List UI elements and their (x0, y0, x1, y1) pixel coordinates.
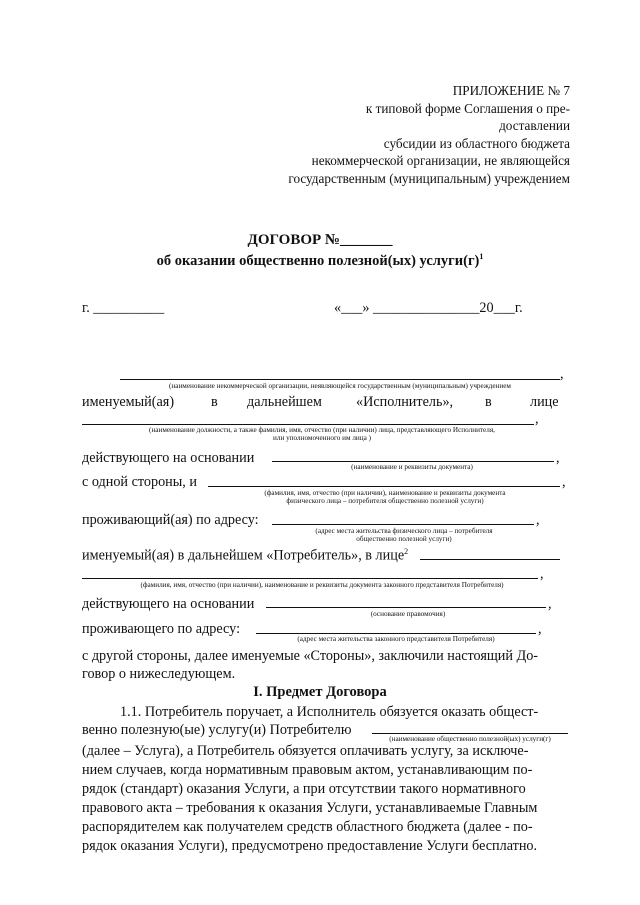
org-name-line (120, 379, 560, 380)
rep-address-caption: (адрес места жительства законного представителя Потребителя) (297, 635, 495, 643)
footnote-mark: 2 (404, 547, 409, 556)
comma: , (548, 596, 552, 612)
comma: , (556, 450, 560, 466)
closing-line: говор о нижеследующем. (82, 666, 236, 682)
authority-line (266, 607, 546, 608)
paragraph-line: рядок оказания Услуги), предусмотрено предоставление Услуги бесплатно. (82, 838, 538, 854)
acting-basis-label: действующего на основании (82, 450, 255, 466)
consumer-caption: физического лица – потребителя общественно полезной услуги) (286, 497, 484, 505)
named-word: дальнейшем (247, 394, 322, 410)
service-caption: (наименование общественно полезной(ых) услуги(г) (389, 735, 551, 743)
footnote-mark: 1 (479, 252, 484, 261)
appendix-line: доставлении (499, 118, 570, 134)
one-side-label: с одной стороны, и (82, 474, 197, 490)
paragraph-line: нием случаев, когда нормативным правовым актом, устанавливающим по- (82, 762, 533, 778)
appendix-line: ПРИЛОЖЕНИЕ № 7 (452, 83, 570, 98)
paragraph-line: (далее – Услуга), а Потребитель обязуется оплачивать услугу, за исключе- (82, 743, 529, 759)
service-name-line (372, 733, 568, 734)
paragraph-line: венно полезную(ые) услугу(и) Потребителю (82, 722, 352, 738)
appendix-line: государственным (муниципальным) учреждением (288, 170, 570, 186)
residing-label-2: проживающего по адресу: (82, 621, 241, 637)
address-caption: (адрес места жительства физического лица – потребителя (315, 527, 493, 535)
acting-basis-label-2: действующего на основании (82, 596, 255, 612)
appendix-line: субсидии из областного бюджета (383, 135, 570, 151)
named-word: именуемый(ая) (82, 394, 175, 410)
named-word: «Исполнитель», (356, 394, 454, 410)
representative-caption: (наименование должности, а также фамилия, имя, отчество (при наличии) лица, представляющего Исполнителя, (149, 426, 495, 434)
named-word: в (211, 394, 218, 410)
consumer-rep-line (420, 559, 560, 560)
city-field: г. __________ (82, 300, 165, 316)
named-word: лице (530, 394, 559, 410)
paragraph-line: правового акта – требования к оказания Услуги, устанавливаемые Главным (82, 800, 538, 816)
contract-title: ДОГОВОР №_______ (247, 232, 393, 248)
paragraph-line: 1.1. Потребитель поручает, а Исполнитель обязуется оказать общест- (120, 704, 539, 720)
comma: , (540, 566, 544, 582)
date-field: «___» _______________20___г. (334, 300, 523, 316)
legal-rep-line (82, 578, 538, 579)
representative-line (82, 424, 534, 425)
comma: , (538, 621, 542, 637)
address-line (272, 524, 534, 525)
residing-label: проживающий(ая) по адресу: (82, 512, 259, 528)
contract-subtitle-text: об оказании общественно полезной(ых) услуги(г) (156, 252, 480, 269)
named-consumer-text: именуемый(ая) в дальнейшем «Потребитель», в лице (82, 547, 405, 564)
basis-line (272, 461, 554, 462)
comma: , (562, 474, 566, 490)
closing-line: с другой стороны, далее именуемые «Стороны», заключили настоящий До- (82, 648, 539, 664)
named-consumer-label (82, 547, 408, 565)
paragraph-line: рядок (стандарт) оказания Услуги, а при отсутствии такого нормативного (82, 781, 526, 797)
appendix-header (250, 82, 570, 188)
consumer-line (208, 486, 560, 487)
paragraph-line: распорядителем как получателем средств областного бюджета (далее - по- (82, 819, 533, 835)
contract-subtitle (0, 252, 640, 270)
representative-caption: или уполномоченного им лица ) (273, 434, 371, 442)
org-caption: (наименование некоммерческой организации, неявляющейся государственным (муниципальным) учреждением (169, 382, 511, 390)
section-heading: I. Предмет Договора (253, 684, 387, 700)
address-caption: общественно полезной услуги) (356, 535, 452, 543)
basis-caption: (наименование и реквизиты документа) (351, 463, 473, 471)
rep-address-line (256, 633, 536, 634)
appendix-line: некоммерческой организации, не являющейся (311, 153, 570, 169)
legal-rep-caption: (фамилия, имя, отчество (при наличии), наименование и реквизиты документа законного представителя Потребителя) (140, 581, 504, 589)
named-word: в (485, 394, 492, 410)
comma: , (536, 512, 540, 528)
comma: , (535, 411, 539, 427)
authority-caption: (основание правомочия) (370, 610, 446, 618)
appendix-line: к типовой форме Соглашения о пре- (365, 100, 570, 116)
comma: , (560, 366, 564, 382)
consumer-caption: (фамилия, имя, отчество (при наличии), наименование и реквизиты документа (264, 489, 506, 497)
